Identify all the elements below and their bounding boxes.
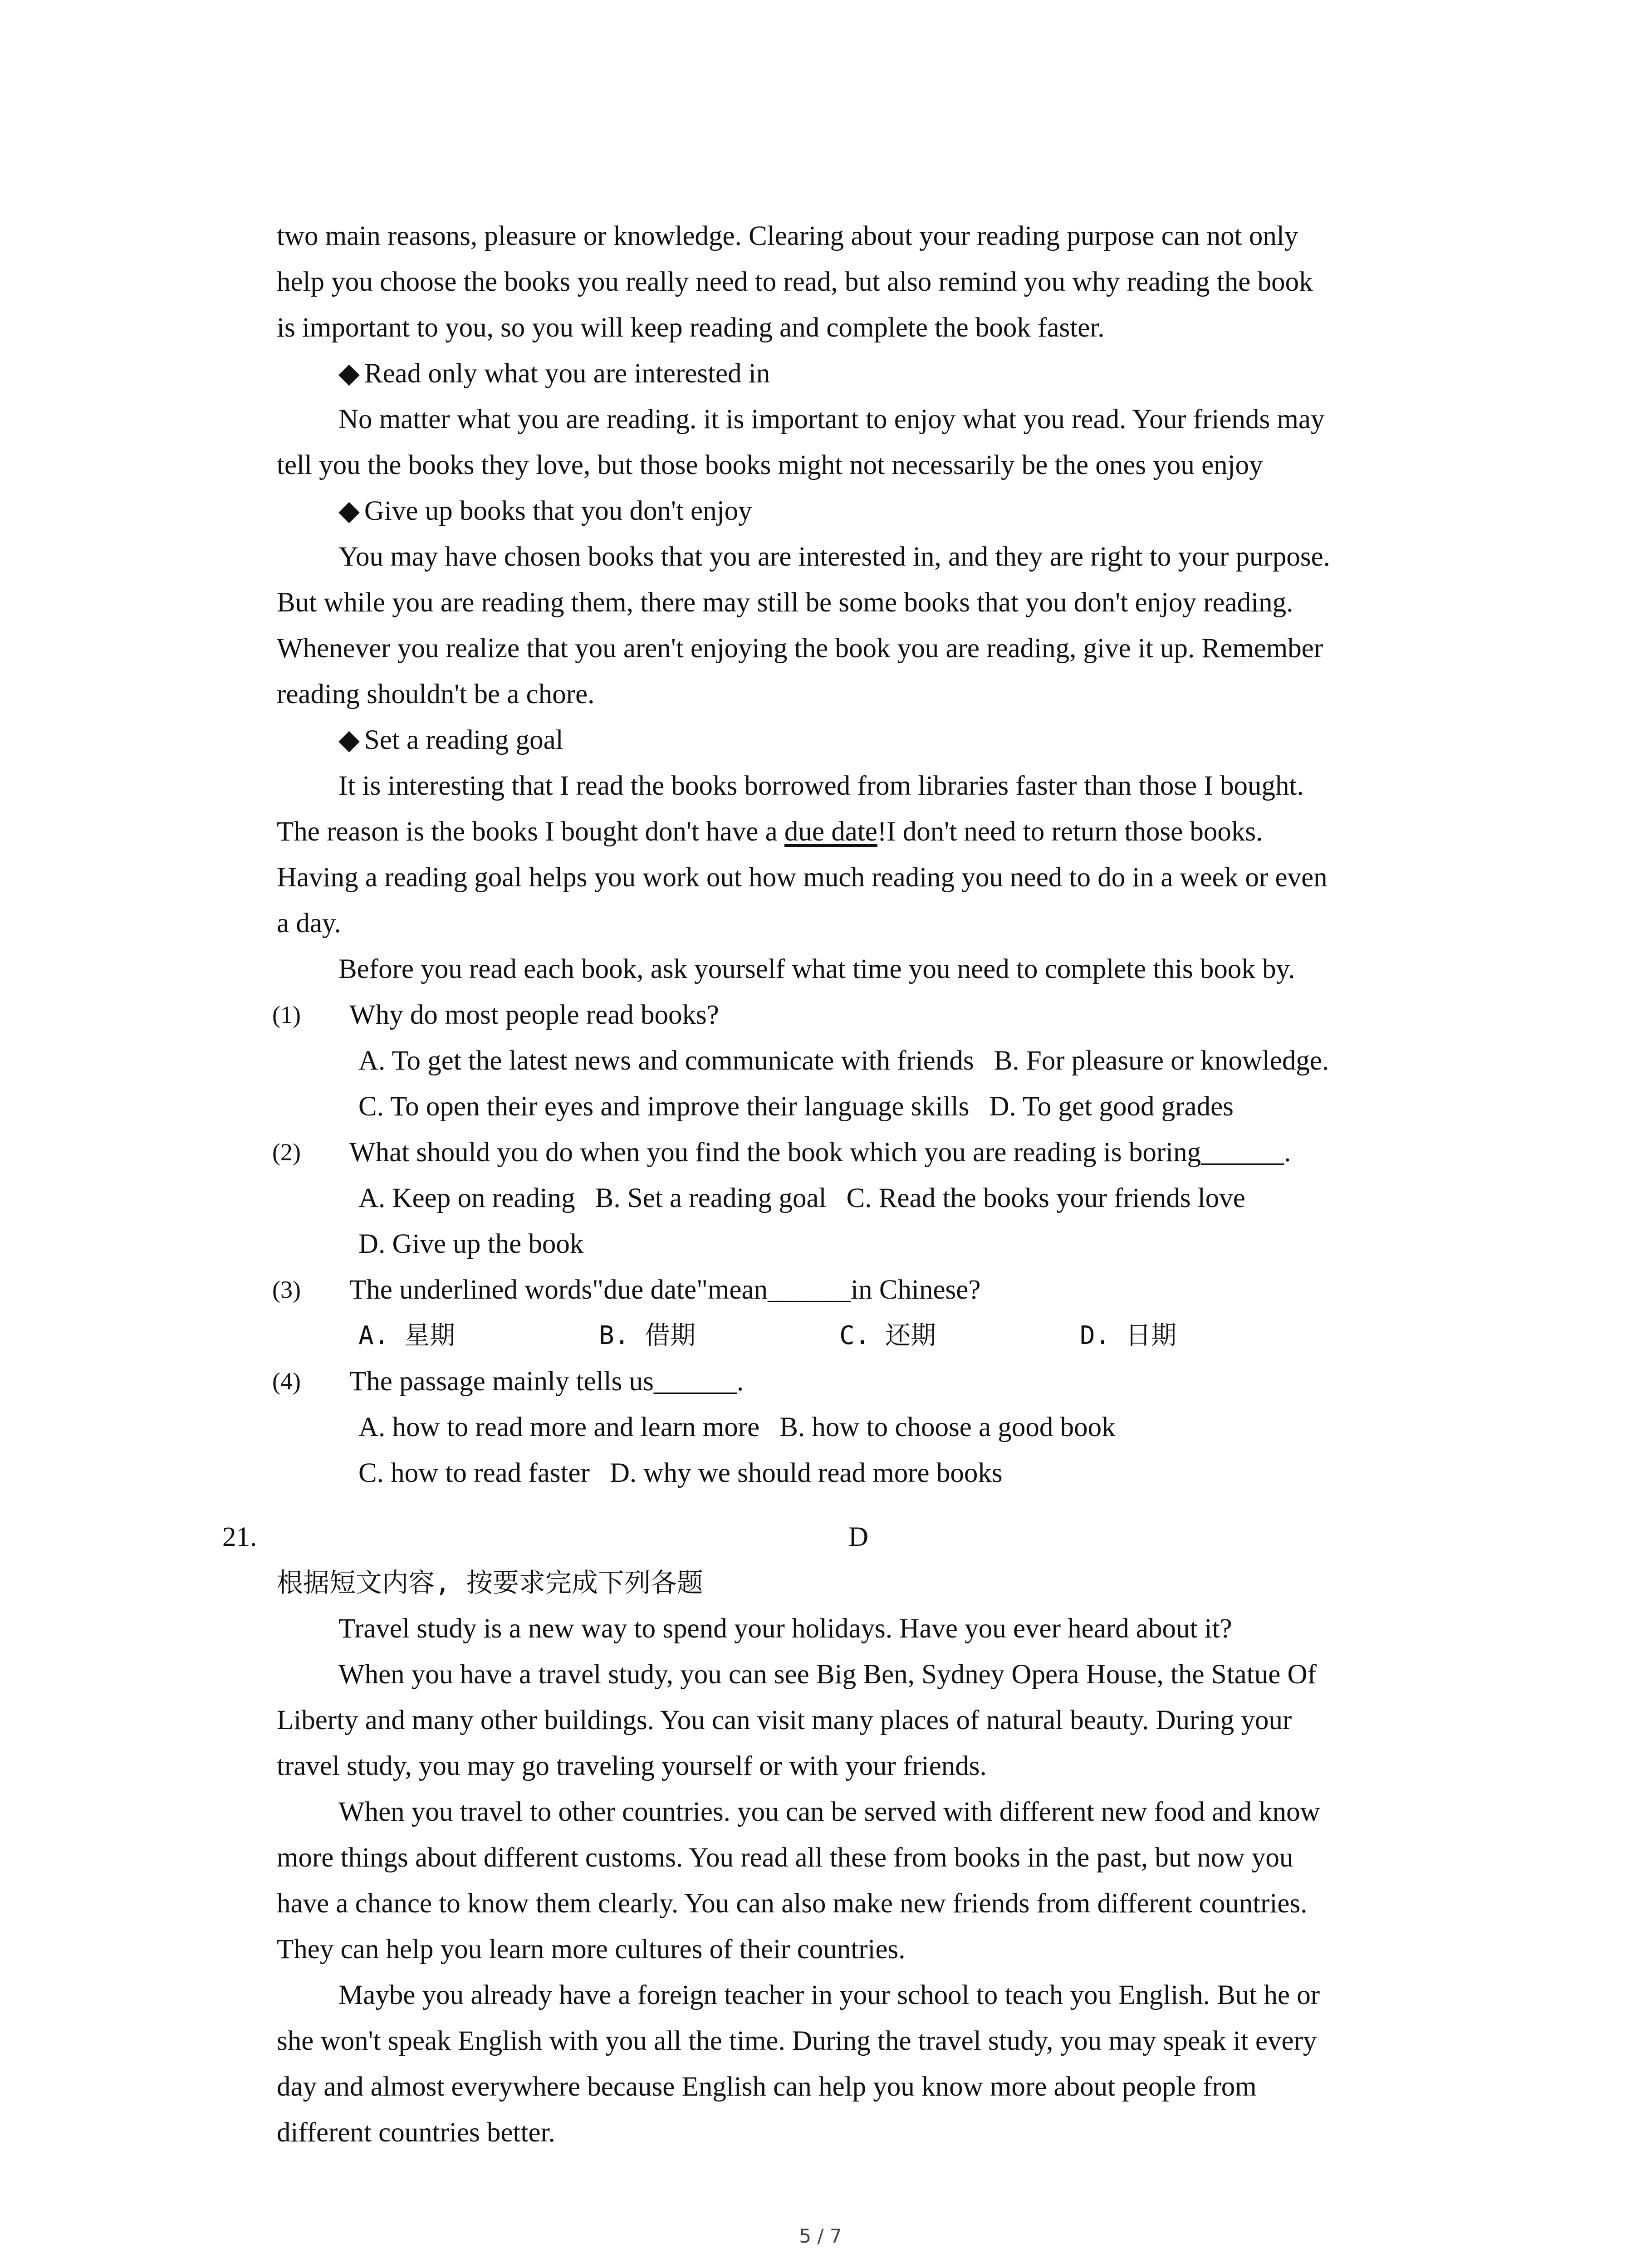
option-line [277,1084,1438,1129]
passage-line: a day. [277,908,341,938]
option: A. To get the latest news and communicate with friends [358,1046,974,1076]
option: D. why we should read more books [609,1458,1003,1488]
diamond-bullet-icon: ◆ [338,725,360,755]
option: B. Set a reading goal [595,1183,827,1213]
option: D. To get good grades [989,1091,1234,1122]
passage-line: When you have a travel study, you can see Big Ben, Sydney Opera House, the Statue Of [338,1659,1317,1690]
diamond-bullet-icon: ◆ [338,358,360,389]
section-instruction: 根据短文内容, 按要求完成下列各题 [277,1567,703,1598]
option-line [277,1404,1438,1450]
bullet-heading: ◆ Set a reading goal [277,717,1438,763]
passage-line: It is interesting that I read the books borrowed from libraries faster than those I bought. [338,771,1304,801]
passage-line: more things about different customs. You read all these from books in the past, but now you [277,1843,1293,1873]
passage-line: When you travel to other countries. you can be served with different new food and know [338,1797,1320,1827]
question-number: (3) [272,1276,301,1303]
passage-line: tell you the books they love, but those books might not necessarily be the ones you enjoy [277,450,1263,480]
option: C. 还期 [839,1321,936,1350]
option: D. 日期 [1080,1321,1177,1350]
option: D. Give up the book [358,1229,584,1259]
option-line [277,1038,1438,1084]
passage-line: You may have chosen books that you are interested in, and they are right to your purpose. [338,542,1330,572]
passage-line: is important to you, so you will keep reading and complete the book faster. [277,313,1105,343]
passage-line: The reason is the books I bought don't have a due date!I don't need to return those books. [277,816,1263,847]
bullet-heading: ◆ Read only what you are interested in [277,351,1438,396]
passage-line: have a chance to know them clearly. You can also make new friends from different countries. [277,1888,1308,1919]
passage-line: travel study, you may go traveling yourself or with your friends. [277,1751,987,1781]
passage-line: No matter what you are reading. it is important to enjoy what you read. Your friends may [338,404,1325,435]
passage-line: They can help you learn more cultures of their countries. [277,1934,906,1965]
question-text: The passage mainly tells us______. [349,1366,744,1397]
passage-line: day and almost everywhere because English can help you know more about people from [277,2072,1257,2102]
option-line [277,1175,1438,1221]
passage-line: different countries better. [277,2117,555,2148]
underlined-phrase: due date [784,816,877,847]
passage-line: Having a reading goal helps you work out how much reading you need to do in a week or even [277,862,1327,893]
option: A. Keep on reading [358,1183,575,1213]
section-number: 21. [222,1522,257,1552]
text-column [222,213,1438,2156]
passage-line: Travel study is a new way to spend your holidays. Have you ever heard about it? [338,1613,1232,1644]
passage-line: Whenever you realize that you aren't enjoying the book you are reading, give it up. Remember [277,633,1323,664]
diamond-bullet-icon: ◆ [338,496,360,526]
option: A. 星期 [358,1321,456,1350]
passage-line: help you choose the books you really need to read, but also remind you why reading the book [277,267,1313,297]
option: B. how to choose a good book [779,1412,1116,1442]
option: C. how to read faster [358,1458,590,1488]
option: C. Read the books your friends love [846,1183,1245,1213]
passage-line: she won't speak English with you all the time. During the travel study, you may speak it every [277,2026,1317,2056]
question-text: Why do most people read books? [349,1000,719,1030]
question-number: (2) [272,1139,301,1166]
option: C. To open their eyes and improve their language skills [358,1091,970,1122]
option-line [277,1313,1438,1359]
section-letter: D [848,1522,869,1552]
passage-line: two main reasons, pleasure or knowledge. Clearing about your reading purpose can not only [277,221,1298,251]
passage-line: reading shouldn't be a chore. [277,679,595,709]
section-header [222,1514,1438,1560]
option-line [277,1450,1438,1496]
bullet-heading: ◆ Give up books that you don't enjoy [277,488,1438,534]
question [272,992,1438,1038]
passage-line: Liberty and many other buildings. You can visit many places of natural beauty. During your [277,1705,1292,1735]
option: B. 借期 [599,1321,696,1350]
page-number: 5 / 7 [799,2225,842,2247]
passage-line: But while you are reading them, there may still be some books that you don't enjoy reading. [277,587,1293,618]
passage-line: Maybe you already have a foreign teacher in your school to teach you English. But he or [338,1980,1320,2010]
question [272,1359,1438,1404]
passage-line: Before you read each book, ask yourself what time you need to complete this book by. [338,954,1295,984]
question-text: The underlined words"due date"mean______in Chinese? [349,1275,981,1305]
question [272,1267,1438,1313]
option-line [277,1221,1438,1267]
question-text: What should you do when you find the book which you are reading is boring______. [349,1137,1291,1168]
option: A. how to read more and learn more [358,1412,760,1442]
option: B. For pleasure or knowledge. [994,1046,1329,1076]
question-number: (4) [272,1368,301,1395]
question [272,1129,1438,1175]
question-number: (1) [272,1001,301,1028]
